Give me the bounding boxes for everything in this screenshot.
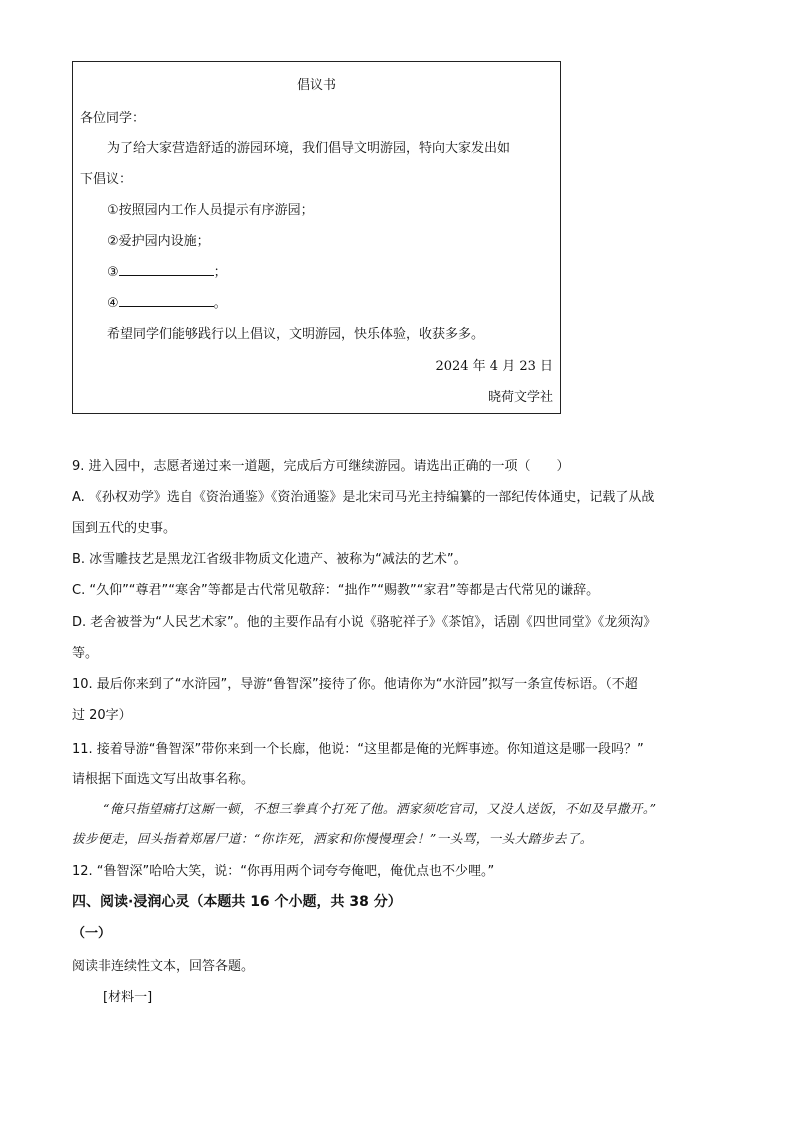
proposal-item-3 bbox=[107, 261, 227, 280]
q12-line: 12. “鲁智深”哈哈大笑，说：“你再用两个词夸夸俺吧，俺优点也不少哩。” bbox=[72, 864, 495, 879]
q11-line2: 请根据下面选文写出故事名称。 bbox=[72, 772, 255, 787]
proposal-signature: 晓荷文学社 bbox=[487, 390, 553, 405]
item-4-blank bbox=[119, 294, 214, 307]
proposal-date: 2024 年 4 月 23 日 bbox=[435, 359, 553, 374]
item-4-number: ④ bbox=[107, 296, 119, 311]
item-3-number: ③ bbox=[107, 265, 119, 280]
proposal-greeting: 各位同学： bbox=[80, 111, 146, 126]
q10-line1: 10. 最后你来到了“水浒园”，导游“鲁智深”接待了你。他请你为“水浒园”拟写一条宣传标语。（不超 bbox=[72, 677, 638, 692]
q11-line1: 11. 接着导游“鲁智深”带你来到一个长廊，他说：“这里都是俺的光辉事迹。你知道这是哪一段吗？” bbox=[72, 742, 644, 757]
q9-option-b: B. 冰雪雕技艺是黑龙江省级非物质文化遗产、被称为“减法的艺术”。 bbox=[72, 552, 467, 567]
proposal-intro-line2: 下倡议： bbox=[80, 172, 133, 187]
q9-option-c: C. “久仰”“尊君”“寒舍”等都是古代常见敬辞：“拙作”“赐教”“家君”等都是古代常见的谦辞。 bbox=[72, 583, 600, 598]
q9-option-a-line2: 国到五代的史事。 bbox=[72, 521, 177, 536]
proposal-item-1: ①按照园内工作人员提示有序游园； bbox=[107, 203, 314, 218]
q11-quote-line2: 拔步便走，回头指着郑屠尸道：“你诈死，洒家和你慢慢理会！”一头骂，一头大踏步去了。 bbox=[72, 831, 593, 846]
q9-option-d-line2: 等。 bbox=[72, 646, 99, 661]
item-4-punct: 。 bbox=[213, 296, 227, 311]
proposal-item-4 bbox=[107, 292, 227, 311]
q11-quote-line1: “俺只指望痛打这厮一顿，不想三拳真个打死了他。洒家须吃官司，又没人送饭，不如及早撒开。” bbox=[103, 801, 657, 816]
section-4-heading: 四、阅读·浸润心灵（本题共 16 个小题，共 38 分） bbox=[72, 894, 402, 910]
q9-option-d-line1: D. 老舍被誉为“人民艺术家”。他的主要作品有小说《骆驼祥子》《茶馆》，话剧《四世同堂》《龙须沟》 bbox=[72, 615, 657, 630]
proposal-intro-line1: 为了给大家营造舒适的游园环境，我们倡导文明游园，特向大家发出如 bbox=[107, 141, 511, 156]
section-4-part-label: （一） bbox=[72, 926, 112, 941]
item-3-blank bbox=[119, 263, 214, 276]
q9-option-a-line1: A. 《孙权劝学》选自《资治通鉴》《资治通鉴》是北宋司马光主持编纂的一部纪传体通史，记载了从战 bbox=[72, 490, 655, 505]
proposal-closing: 希望同学们能够践行以上倡议，文明游园，快乐体验，收获多多。 bbox=[107, 327, 485, 342]
item-3-punct: ； bbox=[213, 265, 227, 280]
proposal-title: 倡议书 bbox=[297, 78, 337, 93]
proposal-item-2: ②爱护园内设施； bbox=[107, 234, 210, 249]
q10-line2: 过 20字） bbox=[72, 708, 132, 723]
q9-stem: 9. 进入园中，志愿者递过来一道题，完成后方可继续游园。请选出正确的一项（ ） bbox=[72, 459, 570, 474]
section-4-instruction: 阅读非连续性文本，回答各题。 bbox=[72, 959, 255, 974]
material-1-label: [材料一] bbox=[103, 990, 153, 1005]
